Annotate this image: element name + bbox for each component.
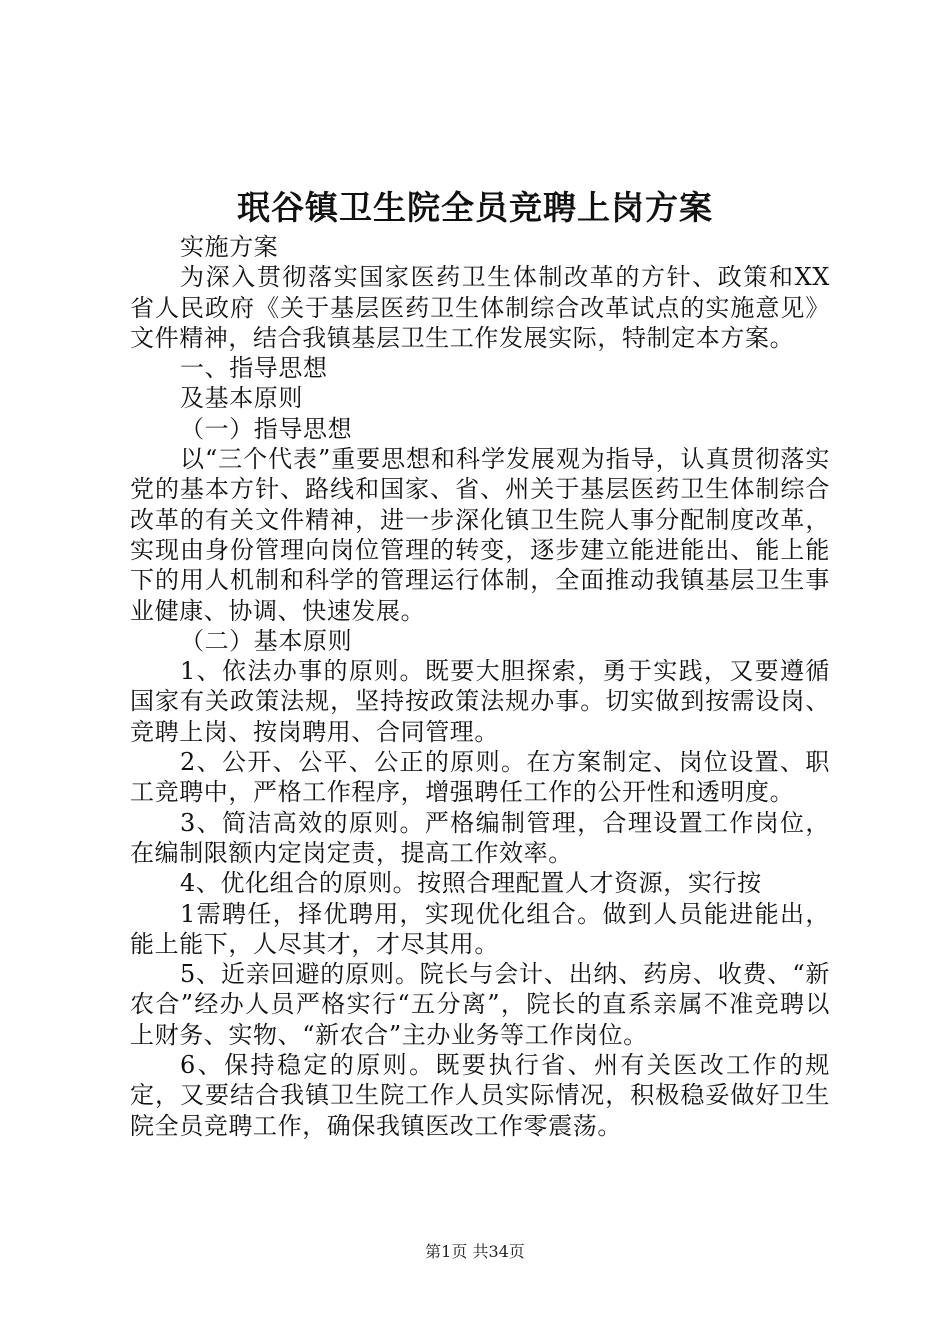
paragraph-heading-plan: 实施方案 [180, 233, 279, 261]
section-heading-principles: 及基本原则 [180, 384, 303, 413]
page-footer: 第1页 共34页 [425, 1242, 525, 1261]
principle-item-5: 5、近亲回避的原则。院长与会计、出纳、药房、收费、“新农合”经办人员严格实行“五分离”，院长的直系亲属不准竞聘以上财务、实物、“新农合”主办业务等工作岗位。 [130, 960, 830, 1049]
document-body [130, 232, 830, 1141]
paragraph-guiding-ideology: 以“三个代表”重要思想和科学发展观为指导，认真贯彻落实党的基本方针、路线和国家、省、州关于基层医药卫生体制综合改革的有关文件精神，进一步深化镇卫生院人事分配制度改革，实现由身份管理向岗位管理的转变，逐步建立能进能出、能上能下的用人机制和科学的管理运行体制，全面推动我镇基层卫生事业健康、协调、快速发展。 [130, 445, 830, 625]
principle-item-4: 4、优化组合的原则。按照合理配置人才资源，实行按 [180, 869, 762, 898]
principle-item-2: 2、公开、公平、公正的原则。在方案制定、岗位设置、职工竞聘中，严格工作程序，增强聘任工作的公开性和透明度。 [130, 748, 830, 807]
section-heading-guiding: 一、指导思想 [180, 354, 328, 383]
paragraph-intro: 为深入贯彻落实国家医药卫生体制改革的方针、政策和XX省人民政府《关于基层医药卫生体制综合改革试点的实施意见》文件精神，结合我镇基层卫生工作发展实际，特制定本方案。 [130, 263, 830, 352]
principle-item-1: 1、依法办事的原则。既要大胆探索，勇于实践，又要遵循国家有关政策法规，坚持按政策法规办事。切实做到按需设岗、竞聘上岗、按岗聘用、合同管理。 [130, 657, 830, 746]
principle-item-3: 3、简洁高效的原则。严格编制管理，合理设置工作岗位，在编制限额内定岗定责，提高工作效率。 [130, 808, 830, 867]
principle-item-4-cont: 1需聘任，择优聘用，实现优化组合。做到人员能进能出，能上能下，人尽其才，才尽其用。 [130, 899, 830, 958]
principle-item-6: 6、保持稳定的原则。既要执行省、州有关医改工作的规定，又要结合我镇卫生院工作人员实际情况，积极稳妥做好卫生院全员竞聘工作，确保我镇医改工作零震荡。 [130, 1051, 830, 1140]
document-title: 珉谷镇卫生院全员竞聘上岗方案 [237, 188, 713, 227]
subsection-heading-principles: （二）基本原则 [180, 626, 353, 655]
subsection-heading-guiding: （一）指导思想 [180, 414, 353, 443]
